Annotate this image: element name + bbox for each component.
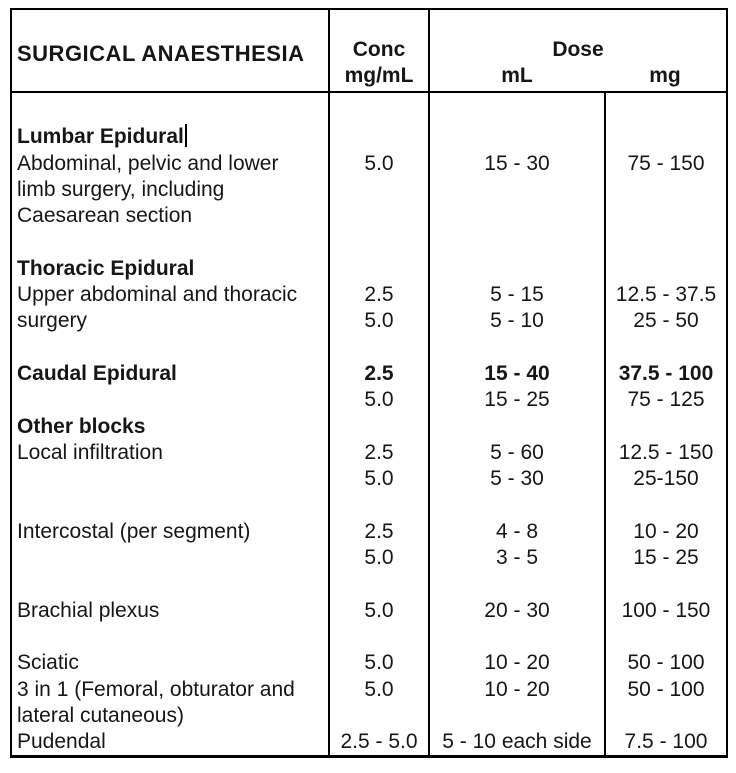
ml-value: 3 - 5 xyxy=(495,546,539,570)
row-label xyxy=(12,492,328,518)
dose-header-label: Dose xyxy=(552,38,604,61)
ml-value: 4 - 8 xyxy=(495,519,539,543)
table-title: SURGICAL ANAESTHESIA xyxy=(17,40,305,66)
mg-value: 50 - 100 xyxy=(627,651,705,675)
row-label: lateral cutaneous) xyxy=(17,703,184,727)
mg-value: 37.5 - 100 xyxy=(618,361,714,385)
mg-value xyxy=(606,98,726,124)
row-label xyxy=(12,387,328,413)
row-label: Intercostal (per segment) xyxy=(17,519,251,543)
text-cursor xyxy=(185,124,187,147)
row-label: 3 in 1 (Femoral, obturator and xyxy=(17,677,295,701)
row-label xyxy=(12,571,328,597)
mg-value xyxy=(606,203,726,229)
ml-value xyxy=(430,203,604,229)
row-label: Abdominal, pelvic and lower xyxy=(17,151,279,175)
conc-value: 5.0 xyxy=(364,309,394,333)
ml-value xyxy=(430,335,604,361)
mg-value xyxy=(606,571,726,597)
mg-value: 75 - 125 xyxy=(627,388,705,412)
mg-value: 12.5 - 37.5 xyxy=(615,283,717,307)
mg-value xyxy=(606,335,726,361)
row-label: surgery xyxy=(17,309,88,333)
ml-value: 5 - 15 xyxy=(490,283,544,307)
conc-header-line2: mg/mL xyxy=(344,64,414,87)
conc-value: 2.5 xyxy=(364,283,394,307)
conc-value xyxy=(330,335,428,361)
conc-value: 2.5 xyxy=(364,440,394,464)
mg-value: 50 - 100 xyxy=(627,677,705,701)
row-label: Caudal Epidural xyxy=(17,361,177,385)
mg-value xyxy=(606,256,726,282)
row-label: Other blocks xyxy=(17,414,146,438)
column-header-conc xyxy=(328,10,428,91)
table-header-row xyxy=(12,10,726,93)
column-conc xyxy=(328,93,428,756)
column-ml xyxy=(428,93,604,756)
conc-value xyxy=(330,703,428,729)
conc-value xyxy=(330,177,428,203)
ml-value xyxy=(430,124,604,150)
row-label: Lumbar Epidural xyxy=(12,124,328,150)
mg-value xyxy=(606,414,726,440)
ml-value xyxy=(430,492,604,518)
mg-value: 7.5 - 100 xyxy=(624,730,708,754)
ml-value: 5 - 10 each side xyxy=(442,730,592,754)
mg-value: 15 - 25 xyxy=(633,546,699,570)
ml-value xyxy=(430,177,604,203)
conc-value: 5.0 xyxy=(364,677,394,701)
conc-value: 5.0 xyxy=(364,388,394,412)
mg-value xyxy=(606,177,726,203)
conc-value xyxy=(330,98,428,124)
row-label: Caesarean section xyxy=(17,204,193,228)
conc-value xyxy=(330,492,428,518)
conc-value: 5.0 xyxy=(364,598,394,622)
row-label xyxy=(12,335,328,361)
conc-value: 2.5 xyxy=(364,361,394,385)
mg-value xyxy=(606,703,726,729)
conc-value: 5.0 xyxy=(364,546,394,570)
ml-value xyxy=(430,229,604,255)
document-text-area[interactable] xyxy=(12,93,726,756)
conc-value xyxy=(330,124,428,150)
row-label xyxy=(12,98,328,124)
conc-value: 2.5 - 5.0 xyxy=(340,730,418,754)
mg-value: 75 - 150 xyxy=(627,151,705,175)
conc-value: 5.0 xyxy=(364,467,394,491)
row-label: Pudendal xyxy=(17,730,106,754)
row-label xyxy=(12,229,328,255)
ml-value xyxy=(430,703,604,729)
ml-value: 15 - 40 xyxy=(484,361,550,385)
ml-value: 5 - 30 xyxy=(490,467,544,491)
row-label: limb surgery, including xyxy=(17,177,225,201)
ml-value xyxy=(430,414,604,440)
conc-value: 5.0 xyxy=(364,651,394,675)
mg-value: 10 - 20 xyxy=(633,519,699,543)
column-header-dose xyxy=(428,10,726,91)
mg-value xyxy=(606,624,726,650)
conc-value: 2.5 xyxy=(364,519,394,543)
ml-value: 15 - 30 xyxy=(484,151,550,175)
row-label: Sciatic xyxy=(17,651,79,675)
conc-value xyxy=(330,624,428,650)
conc-value xyxy=(330,203,428,229)
row-label xyxy=(12,545,328,571)
mg-value xyxy=(606,492,726,518)
column-mg xyxy=(604,93,726,756)
ml-value: 20 - 30 xyxy=(484,598,550,622)
column-header-ml: mL xyxy=(501,64,533,87)
conc-value xyxy=(330,571,428,597)
ml-value: 5 - 60 xyxy=(490,440,544,464)
mg-value xyxy=(606,124,726,150)
mg-value: 12.5 - 150 xyxy=(618,440,714,464)
anaesthesia-dose-table xyxy=(10,8,728,758)
ml-value xyxy=(430,571,604,597)
column-labels xyxy=(12,93,328,756)
ml-value xyxy=(430,624,604,650)
ml-value xyxy=(430,98,604,124)
row-label: Brachial plexus xyxy=(17,598,160,622)
row-label: Upper abdominal and thoracic xyxy=(17,283,298,307)
ml-value xyxy=(430,256,604,282)
conc-value xyxy=(330,256,428,282)
row-label: Local infiltration xyxy=(17,440,163,464)
ml-value: 10 - 20 xyxy=(484,677,550,701)
row-label xyxy=(12,624,328,650)
dose-subheader-row xyxy=(430,63,726,89)
mg-value: 25 - 50 xyxy=(633,309,699,333)
conc-value xyxy=(330,229,428,255)
row-label: Thoracic Epidural xyxy=(17,256,195,280)
row-label xyxy=(12,466,328,492)
column-header-surgical-anaesthesia xyxy=(12,10,328,91)
mg-value xyxy=(606,229,726,255)
ml-value: 5 - 10 xyxy=(490,309,544,333)
mg-value: 25-150 xyxy=(633,467,699,491)
ml-value: 15 - 25 xyxy=(484,388,550,412)
conc-value: 5.0 xyxy=(364,151,394,175)
conc-header-line1: Conc xyxy=(352,38,406,61)
ml-value: 10 - 20 xyxy=(484,651,550,675)
mg-value: 100 - 150 xyxy=(621,598,711,622)
column-header-mg: mg xyxy=(649,64,681,87)
conc-value xyxy=(330,414,428,440)
